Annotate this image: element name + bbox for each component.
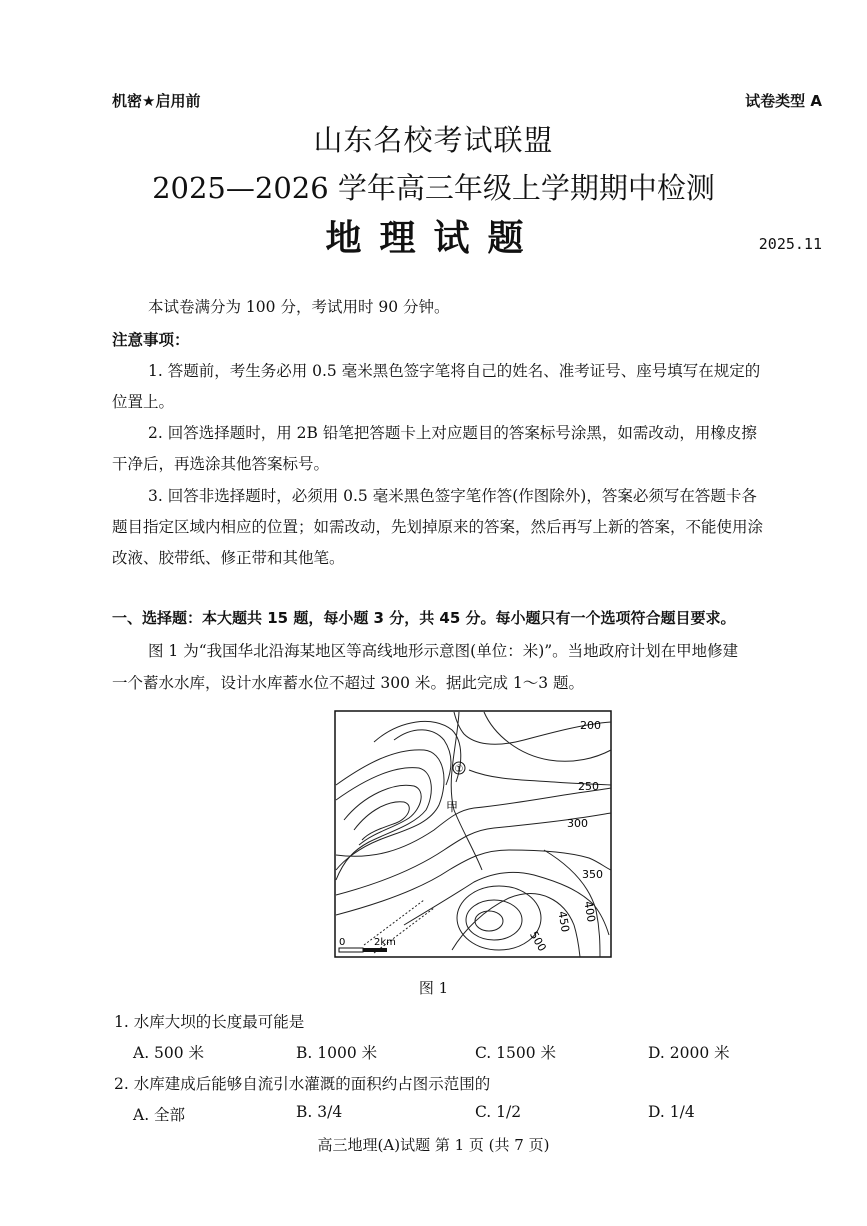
question-2-option-c[interactable]: C. 1/2	[475, 1103, 522, 1121]
question-1-stem: 1. 水库大坝的长度最可能是	[114, 1013, 305, 1031]
paper-type-label: 试卷类型 A	[745, 92, 822, 110]
question-stem-line-2: 一个蓄水水库，设计水库蓄水位不超过 300 米。据此完成 1～3 题。	[112, 674, 585, 692]
scale-zero: 0	[339, 937, 346, 948]
contour-map-figure	[334, 710, 612, 960]
exam-summary: 本试卷满分为 100 分，考试用时 90 分钟。	[148, 298, 450, 316]
note-3-line-1: 3. 回答非选择题时，必须用 0.5 毫米黑色签字笔作答(作图除外)，答案必须写在答题卡各	[148, 487, 757, 505]
confidential-label: 机密★启用前	[112, 92, 201, 110]
note-1-line-2: 位置上。	[112, 393, 175, 411]
contour-label-300: 300	[567, 817, 588, 830]
note-3-line-2: 题目指定区域内相应的位置；如需改动，先划掉原来的答案，然后再写上新的答案，不能使用涂	[112, 518, 764, 536]
exam-date: 2025.11	[758, 235, 822, 253]
contour-label-400: 400	[581, 900, 598, 924]
question-1-option-b[interactable]: B. 1000 米	[296, 1044, 378, 1062]
question-1-option-a[interactable]: A. 500 米	[133, 1044, 205, 1062]
exam-session-title: 2025—2026 学年高三年级上学期期中检测	[152, 171, 715, 205]
question-2-option-b[interactable]: B. 3/4	[296, 1103, 343, 1121]
marker-1-label: ①	[454, 764, 464, 775]
question-1-option-d[interactable]: D. 2000 米	[648, 1044, 730, 1062]
question-2-stem: 2. 水库建成后能够自流引水灌溉的面积约占图示范围的	[114, 1075, 491, 1093]
subject-title: 地理试题	[325, 218, 542, 259]
contour-label-200: 200	[580, 719, 601, 732]
question-2-option-a[interactable]: A. 全部	[133, 1106, 186, 1124]
note-2-line-1: 2. 回答选择题时，用 2B 铅笔把答题卡上对应题目的答案标号涂黑，如需改动，用橡皮擦	[148, 424, 757, 442]
contour-label-450: 450	[555, 910, 572, 934]
question-1-option-c[interactable]: C. 1500 米	[475, 1044, 557, 1062]
question-stem-line-1: 图 1 为“我国华北沿海某地区等高线地形示意图(单位：米)”。当地政府计划在甲地修建	[148, 642, 739, 660]
contour-label-350: 350	[582, 868, 603, 881]
marker-jia-label: 甲	[446, 800, 459, 814]
question-2-option-d[interactable]: D. 1/4	[648, 1103, 695, 1121]
page-footer: 高三地理(A)试题 第 1 页 (共 7 页)	[317, 1136, 550, 1154]
contour-label-250: 250	[578, 780, 599, 793]
exam-union-title: 山东名校考试联盟	[313, 123, 554, 157]
notes-heading: 注意事项：	[112, 331, 190, 349]
note-3-line-3: 改液、胶带纸、修正带和其他笔。	[112, 549, 345, 567]
section-1-heading: 一、选择题：本大题共 15 题，每小题 3 分，共 45 分。每小题只有一个选项符合题目要求。	[112, 609, 736, 627]
figure-caption: 图 1	[418, 979, 449, 997]
note-1-line-1: 1. 答题前，考生务必用 0.5 毫米黑色签字笔将自己的姓名、准考证号、座号填写在规定的	[148, 362, 761, 380]
note-2-line-2: 干净后，再选涂其他答案标号。	[112, 455, 330, 473]
contour-label-500: 500	[527, 929, 549, 954]
scale-distance: 2km	[374, 937, 396, 948]
